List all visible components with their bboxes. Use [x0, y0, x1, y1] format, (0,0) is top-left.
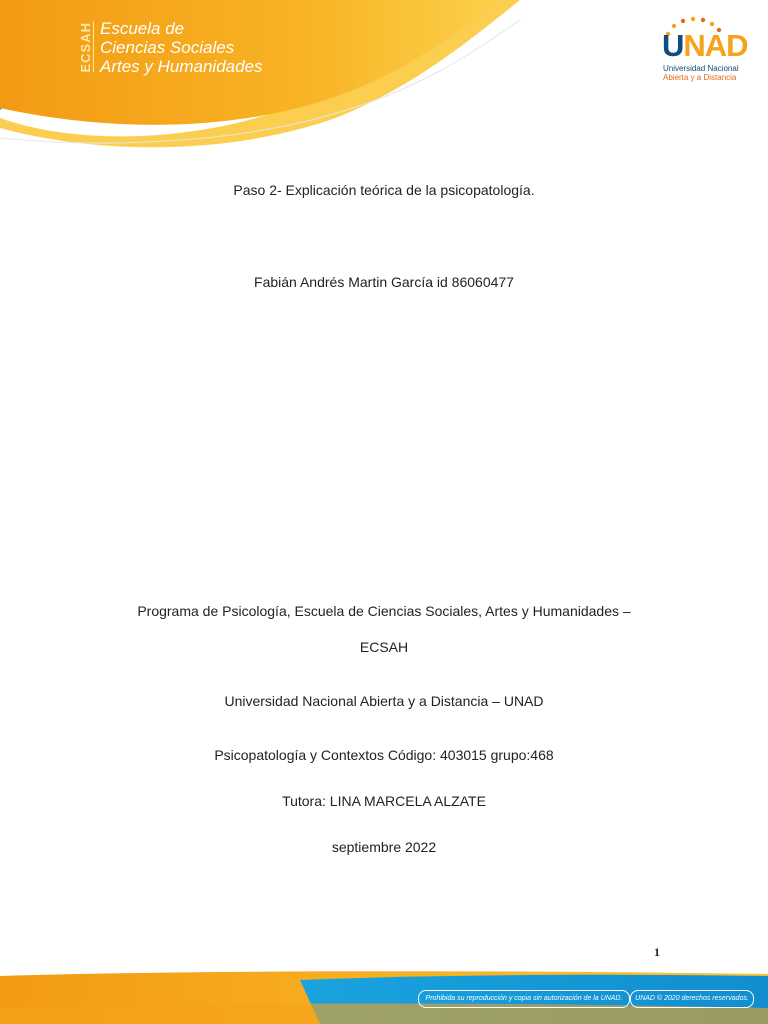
footer-banner	[0, 968, 768, 1024]
school-name-block	[72, 16, 263, 78]
tutor-line: Tutora: LINA MARCELA ALZATE	[282, 793, 486, 809]
date-line: septiembre 2022	[331, 839, 437, 855]
logo-subtitle-1: Universidad Nacional	[663, 64, 739, 73]
logo-subtitle-2: Abierta y a Distancia	[663, 73, 737, 82]
school-abbreviation: ECSAH	[72, 22, 94, 73]
school-line-3: Artes y Humanidades	[100, 56, 263, 76]
program-line-1: Programa de Psicología, Escuela de Ciencias Sociales, Artes y Humanidades –	[137, 603, 631, 619]
author-line: Fabián Andrés Martin García id 86060477	[254, 274, 514, 290]
footer-notice-left: Prohibida su reproducción y copia sin autorización de la UNAD.	[418, 990, 630, 1008]
page-number: 1	[654, 945, 660, 959]
document-title: Paso 2- Explicación teórica de la psicopatología.	[233, 182, 535, 198]
logo-letters-nad: NAD	[683, 28, 748, 63]
logo-wordmark	[662, 28, 748, 64]
unad-logo	[662, 16, 752, 86]
school-line-2: Ciencias Sociales	[100, 37, 235, 57]
university-line: Universidad Nacional Abierta y a Distancia – UNAD	[224, 693, 544, 709]
footer-notice-right: UNAD © 2020 derechos reservados.	[630, 990, 754, 1008]
course-line: Psicopatología y Contextos Código: 403015 grupo:468	[214, 747, 554, 763]
logo-letter-u: U	[662, 28, 684, 63]
school-line-1: Escuela de	[100, 18, 185, 38]
program-line-2: ECSAH	[359, 639, 409, 655]
header-banner	[0, 0, 768, 150]
